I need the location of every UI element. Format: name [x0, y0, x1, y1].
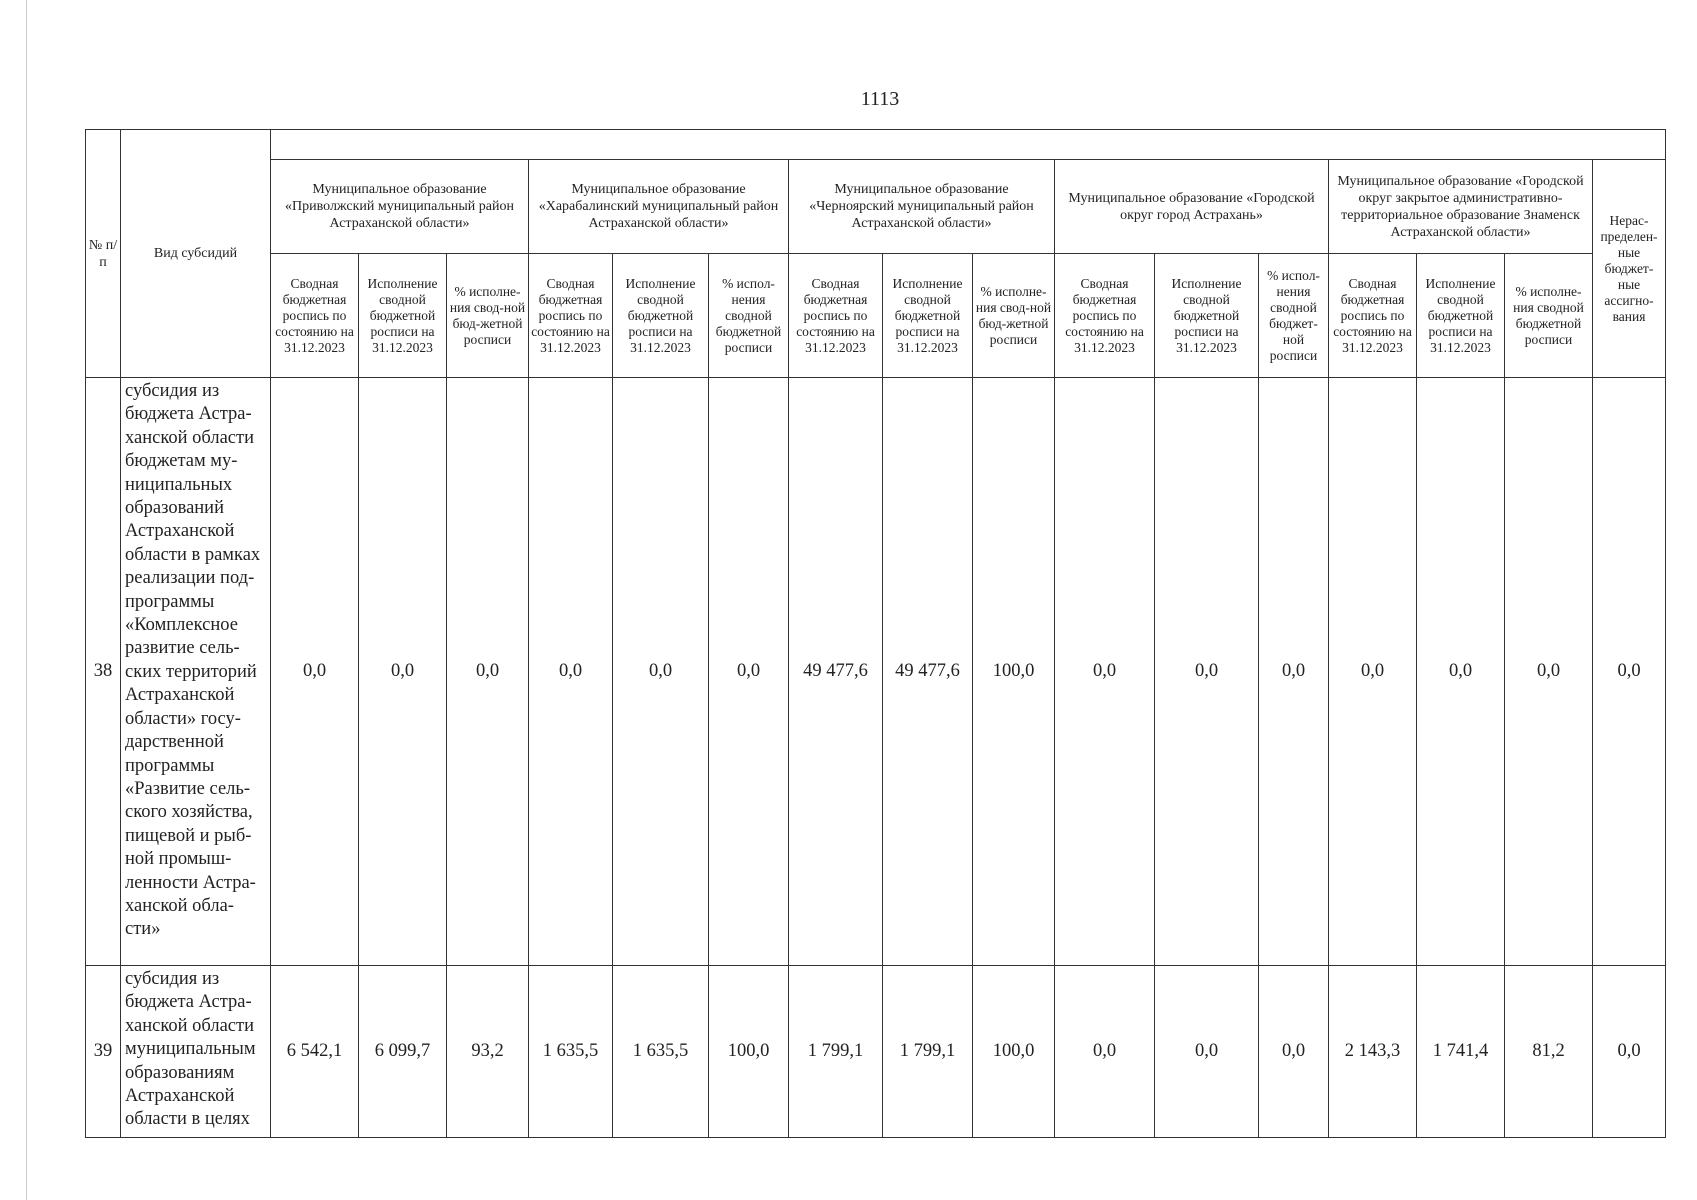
value-cell: 0,0	[271, 378, 359, 966]
value-cell: 0,0	[1505, 378, 1593, 966]
value-cell: 2 143,3	[1329, 966, 1417, 1138]
header-sub-row	[86, 254, 1666, 378]
group-header-astrakhan: Муниципальное образование «Городской округ город Астрахань»	[1055, 160, 1329, 254]
sub-header: Сводная бюджетная роспись по состоянию на 31.12.2023	[789, 254, 883, 378]
group-header-privolzhsky: Муниципальное образование «Приволжский муниципальный район Астраханской области»	[271, 160, 529, 254]
sub-header: % испол-нения сводной бюджет-ной росписи	[1259, 254, 1329, 378]
value-cell: 6 099,7	[359, 966, 447, 1138]
sub-header: % исполне-ния сводной бюджетной росписи	[1505, 254, 1593, 378]
value-cell: 1 635,5	[613, 966, 709, 1138]
value-cell: 100,0	[973, 966, 1055, 1138]
sub-header: Исполнение сводной бюджетной росписи на 31.12.2023	[613, 254, 709, 378]
value-cell: 100,0	[973, 378, 1055, 966]
sub-header: % исполне-ния свод-ной бюд-жетной росписи	[973, 254, 1055, 378]
table-row	[86, 966, 1666, 1138]
row-number: 39	[86, 966, 121, 1138]
page-edge-line	[26, 0, 27, 1200]
sub-header: Сводная бюджетная роспись по состоянию на 31.12.2023	[1329, 254, 1417, 378]
value-cell: 0,0	[1155, 966, 1259, 1138]
value-cell: 0,0	[1593, 966, 1666, 1138]
page-number: 1113	[860, 88, 900, 110]
sub-header: Сводная бюджетная роспись по состоянию на 31.12.2023	[271, 254, 359, 378]
value-cell: 0,0	[529, 378, 613, 966]
value-cell: 0,0	[1417, 378, 1505, 966]
sub-header: Исполнение сводной бюджетной росписи на 31.12.2023	[1417, 254, 1505, 378]
value-cell: 1 799,1	[789, 966, 883, 1138]
sub-header: Исполнение сводной бюджетной росписи на 31.12.2023	[359, 254, 447, 378]
value-cell: 1 635,5	[529, 966, 613, 1138]
group-header-znamensk: Муниципальное образование «Городской округ закрытое административно-территориальное образование Знаменск Астраханской области»	[1329, 160, 1593, 254]
value-cell: 49 477,6	[789, 378, 883, 966]
header-spacer	[271, 130, 1666, 160]
value-cell: 0,0	[1593, 378, 1666, 966]
subsidy-description: субсидия из бюджета Астра-ханской области муниципальным образованиям Астраханской области в целях	[121, 966, 271, 1138]
value-cell: 0,0	[359, 378, 447, 966]
value-cell: 0,0	[613, 378, 709, 966]
value-cell: 0,0	[1055, 378, 1155, 966]
table-row	[86, 378, 1666, 966]
value-cell: 0,0	[1155, 378, 1259, 966]
value-cell: 0,0	[709, 378, 789, 966]
value-cell: 1 741,4	[1417, 966, 1505, 1138]
value-cell: 1 799,1	[883, 966, 973, 1138]
sub-header: Исполнение сводной бюджетной росписи на 31.12.2023	[883, 254, 973, 378]
header-group-row	[86, 160, 1666, 254]
value-cell: 81,2	[1505, 966, 1593, 1138]
unallocated-header: Нерас-пределен-ные бюджет-ные ассигно-вания	[1593, 160, 1666, 378]
subsidy-description: субсидия из бюджета Астра-ханской области бюджетам му-ниципальных образований Астраханской области в рамках реализации под-программы «Комплексное развитие сель-ских территорий Астраханской области» госу-дарственной программы «Развитие сель-ского хозяйства, пищевой и рыб-ной промыш-ленности Астра-ханской обла-сти»	[121, 378, 271, 966]
sub-header: Исполнение сводной бюджетной росписи на 31.12.2023	[1155, 254, 1259, 378]
sub-header: Сводная бюджетная роспись по состоянию на 31.12.2023	[1055, 254, 1155, 378]
col-num-header: № п/п	[86, 130, 121, 378]
subsidy-table	[85, 129, 1666, 1138]
group-header-kharabalinsky: Муниципальное образование «Харабалинский муниципальный район Астраханской области»	[529, 160, 789, 254]
header-top-row	[86, 130, 1666, 160]
value-cell: 6 542,1	[271, 966, 359, 1138]
group-header-chernoyarsky: Муниципальное образование «Черноярский муниципальный район Астраханской области»	[789, 160, 1055, 254]
value-cell: 93,2	[447, 966, 529, 1138]
value-cell: 0,0	[447, 378, 529, 966]
value-cell: 0,0	[1329, 378, 1417, 966]
sub-header: Сводная бюджетная роспись по состоянию на 31.12.2023	[529, 254, 613, 378]
sub-header: % испол-нения сводной бюджетной росписи	[709, 254, 789, 378]
value-cell: 0,0	[1055, 966, 1155, 1138]
value-cell: 0,0	[1259, 378, 1329, 966]
value-cell: 0,0	[1259, 966, 1329, 1138]
sub-header: % исполне-ния свод-ной бюд-жетной росписи	[447, 254, 529, 378]
value-cell: 100,0	[709, 966, 789, 1138]
col-type-header: Вид субсидий	[121, 130, 271, 378]
row-number: 38	[86, 378, 121, 966]
value-cell: 49 477,6	[883, 378, 973, 966]
